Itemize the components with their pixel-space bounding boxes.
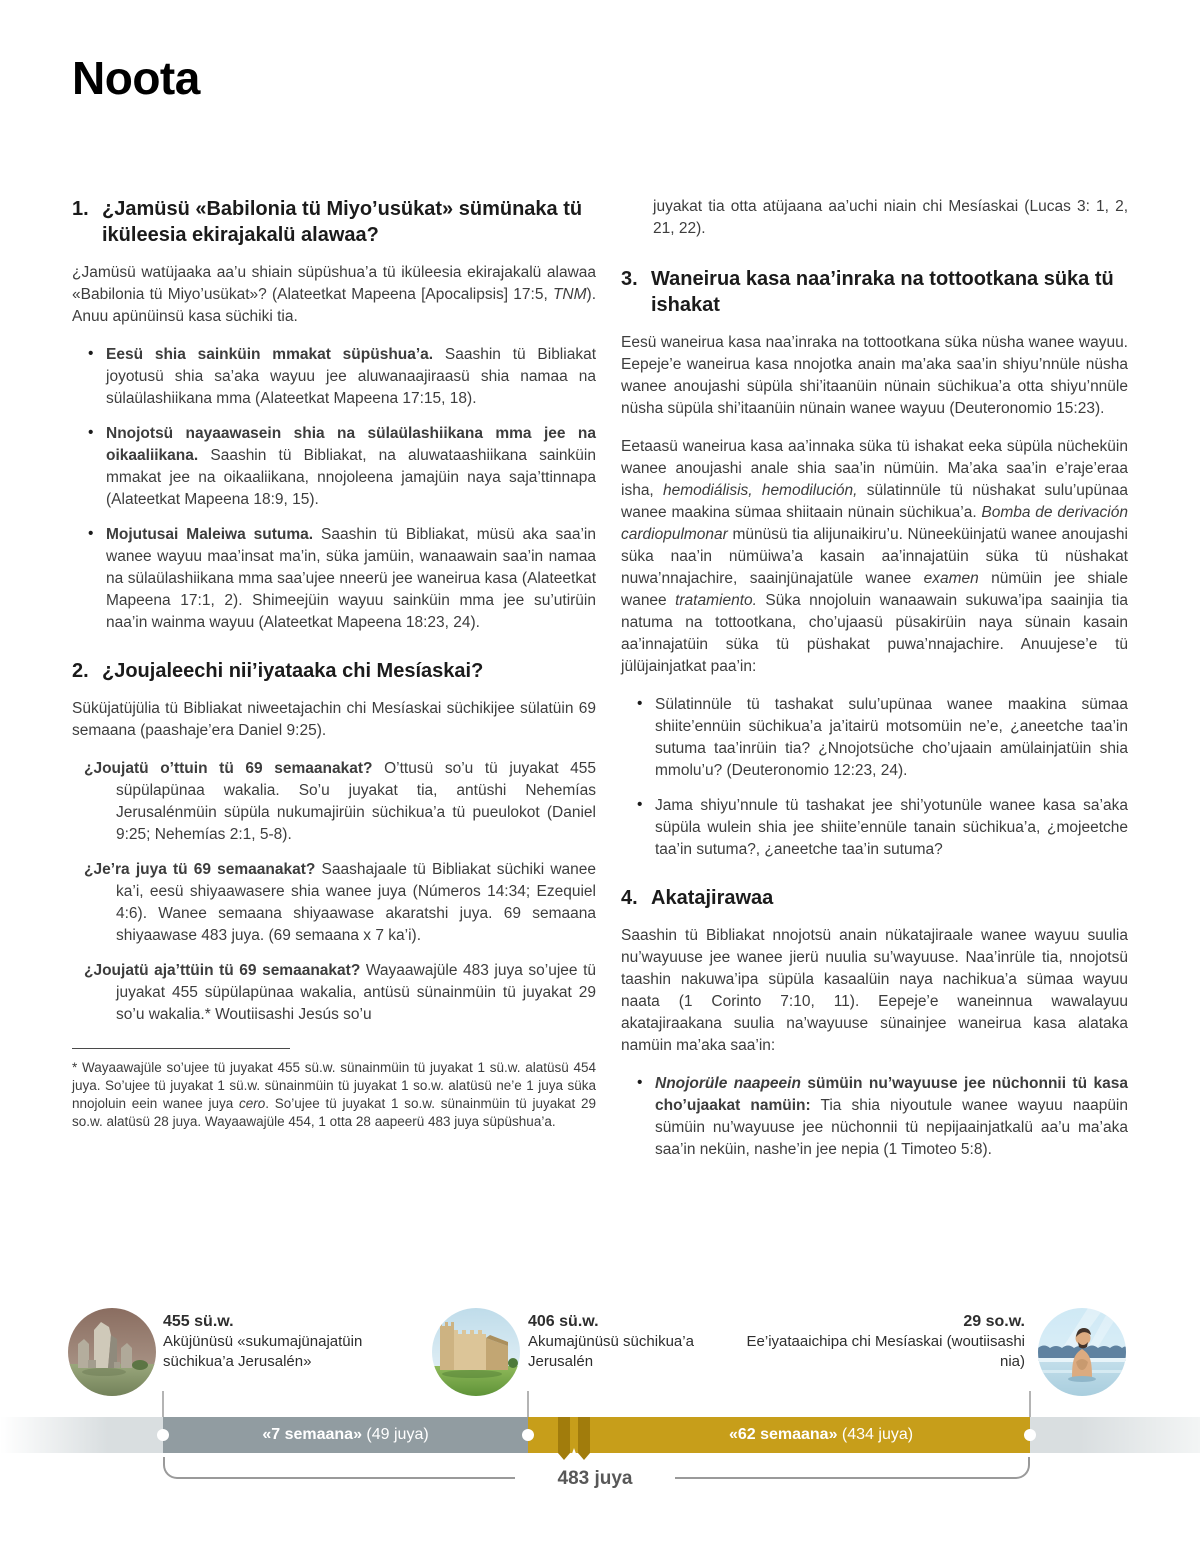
timeline-dot <box>522 1429 534 1441</box>
section-3-heading <box>621 266 1128 318</box>
section-3-paragraph-2 <box>621 436 1128 678</box>
text-run: nümüin jee shiale wanee <box>621 570 1128 609</box>
bullet-item: • Sülatinnüle tü tashakat sulu’upünaa wanee maakina sümaa shiite’ennüin süchikua’a ja’itairü motsomüin ne’e, ¿aneetche taa’in sutuma taa’inrüin tia? ¿Nnojotsüche cho’ujaain amülainjatüin shia mmolu’u? (Deuteronomio 12:23, 24). <box>655 694 1128 782</box>
text-run-italic: tratamiento. <box>675 592 757 609</box>
page-title: Noota <box>72 52 200 104</box>
bullet-lead: Mojutusai Maleiwa sutuma. <box>106 526 314 543</box>
sub-question-lead: ¿Je’ra juya tü 69 semaanakat? <box>84 861 316 878</box>
bar-label <box>262 1426 428 1444</box>
sub-question <box>84 859 596 947</box>
text-run-italic: TNM <box>552 286 587 303</box>
sub-question-text: O’ttusü so’u tü juyakat 455 süpülapünaa wakalia. So’u juyakat tia, antüshi Nehemías Jerusalénmüin süpüla nukumajirüin süchikua’a tü pueulokot (Daniel 9:25; Nehemías 2:1, 5-8). <box>116 760 596 843</box>
bar-label <box>729 1426 913 1444</box>
bullet-text: Tia shia niyoutule wanee wayuu naapüin sümüin nu’wayuuse jee nüchonnii tü nepijaainjatkalü aa’u ma’aka saa’in neküin, nashe’in jee nepia (1 Timoteo 5:8). <box>655 1097 1128 1158</box>
bullet-item <box>106 344 596 410</box>
text-run: . So’ujee tü juyakat 1 so.w. sünainmüin tü juyakat 29 so.w. alatüsü 28 juya. Wayaawajüle 454, 1 otta 28 aapeerü 483 juya süpüshua’a. <box>72 1096 596 1129</box>
bullet-lead: Eesü shia sainküin mmakat süpüshua’a. <box>106 346 434 363</box>
bar-label-bold: «7 semaana» <box>262 1426 362 1443</box>
text-run: * Wayaawajüle so’ujee tü juyakat 455 sü.w. sünainmüin tü juyakat 1 sü.w. alatüsü 454 juya. So’ujee tü juyakat 1 sü.w. sünainmüin tü juyakat 1 so.w. alatüsü ne’e 1 juya süka nnojoluin eein wanee juya <box>72 1060 596 1111</box>
column-right <box>621 196 1128 1174</box>
timeline-dot <box>157 1429 169 1441</box>
section-heading-text: Waneirua kasa naa’inraka na tottootkana süka tü ishakat <box>651 268 1114 316</box>
timeline-tick <box>162 1391 164 1417</box>
continuation-paragraph: juyakat tia otta atüjaana aa’uchi niain chi Mesíaskai (Lucas 3: 1, 2, 21, 22). <box>653 198 1128 237</box>
timeline-event-2-caption <box>528 1312 718 1372</box>
event-caption: Akumajünüsü süchikua’a Jerusalén <box>528 1333 694 1370</box>
jerusalem-ruins-image <box>68 1308 156 1396</box>
text-run: münüsü tia alijunaikiru’u. Nüneeküinjatü wanee anoujashi süka naa’in nümüiwa’a kasain aa’innajatüin süka tü nüshakat nuwa’nnajachire, saainjünajatüle wanee <box>621 526 1128 587</box>
text-run: Süka nnojoluin wanaawain sukuwa’ipa saainjia tia natuma na tottootkana, cho’ujaasü püsakirüin naya sünain kasain aa’innajatüin süka tü püshakat puwa’nnajachire. Anuujese’e tü jülüjainjatkat paa’in: <box>621 592 1128 675</box>
text-run-italic: cero <box>239 1096 266 1111</box>
section-2-heading <box>72 658 596 684</box>
bar-label-rest: (49 juya) <box>361 1426 429 1443</box>
bullet-lead: Nnojotsü nayaawasein shia na sülaülashiikana mma jee na oikaaliikana. <box>106 425 596 464</box>
bullet-item <box>106 423 596 511</box>
text-run-italic: examen <box>923 570 979 587</box>
timeline-bracket-left <box>163 1457 515 1479</box>
text-run: ). Anuu apünüinsü kasa süchiki tia. <box>72 286 596 325</box>
text-run: ¿Jamüsü watüjaaka aa’u shiain süpüshua’a tü iküleesia ekirajakalü alawaa «Babilonia tü Miyo’usükat»? (Alateetkat Mapeena [Apocalipsis] 17:5, <box>72 264 596 303</box>
section-3-paragraph-1: Eesü waneirua kasa naa’inraka na tottootkana süka nüsha wanee wayuu. Eepeje’e waneirua kasa nnojotka anain ma’aka saa’in shiyu’nnüle nüsha wanee anoujashi süpüla shi’itaanüin nünain süchikua’a otta shiyu’nnüle nüsha süpüla shi’itaanüin nünain wanee wayuu (Deuteronomio 15:23). <box>621 334 1128 417</box>
bullet-item: • Jama shiyu’nnule tü tashakat jee shi’yotunüle wanee kasa sa’aka süpüla wulein shia jee shiite’ennüle tanain süchikua’a, ¿mojeetche taa’in sutuma?, ¿aneetche taa’in sutuma? <box>655 795 1128 861</box>
sub-question-text: Saashajaale tü Bibliakat süchiki wanee ka’i, eesü shiyaawasere shia wanee juya (Números 14:34; Ezequiel 4:6). Wanee semaana shiyaawase akaratshi juya. 69 semaana shiyaawase 483 juya. (69 semaana x 7 ka’i). <box>116 861 596 944</box>
text-run-italic: hemodiálisis, hemodilución, <box>662 482 858 499</box>
footnote <box>72 1059 596 1131</box>
sub-question-text: Wayaawajüle 483 juya so’ujee tü juyakat 455 süpülapünaa wakalia, antüsü sünainmüin tü juyakat 29 so’u wakalia.* Woutiisashi Jesús so’u <box>116 962 596 1023</box>
section-2-intro: Süküjatüjülia tü Bibliakat niweetajachin chi Mesíaskai süchikijee sülatüin 69 semaana (paashaje’era Daniel 9:25). <box>72 700 596 739</box>
text-run: Eetaasü waneirua kasa aa’innaka süka tü ishakat eeka süpüla nücheküin wanee anoujashi anale shia saa’in nümüin. Ma’aka saa’in e’raje’eraa isha, <box>621 438 1128 499</box>
section-4-paragraph-1: Saashin tü Bibliakat nnojotsü anain nükatajiraale wanee wayuu suulia nu’wayuuse jee wanee jierü nuulia su’wayuuse. Naa’inrüle tia, nnojotsü taashin nakuwa’ipa süpüla kasaalüin naya nachikua’a sümaa wayuu naata (1 Corinto 7:10, 11). Eepeje’e waneinnua wawalayuu akatajiraakana suulia na’wayuuse sünainjee waneirua kasa alataka namüin ma’aka saa’in: <box>621 927 1128 1054</box>
jerusalem-rebuilt-image <box>432 1308 520 1396</box>
column-left <box>72 196 596 1174</box>
bar-label-wrap <box>612 1417 1030 1453</box>
timeline-dot <box>1024 1429 1036 1441</box>
timeline-tick <box>1029 1391 1031 1417</box>
timeline-break-icon <box>552 1417 608 1465</box>
event-year: 29 so.w. <box>963 1313 1025 1330</box>
text-run: sülatinnüle tü nüshakat sulu’upünaa wanee maakina sümaa shiitaain nünain süchikua’a. <box>621 482 1128 521</box>
section-4-heading <box>621 885 1128 911</box>
two-column-layout <box>72 196 1128 1174</box>
sub-question <box>84 758 596 846</box>
section-number: 1. <box>72 198 89 220</box>
timeline-bar-7-weeks <box>163 1417 528 1453</box>
timeline-total-label: 483 juya <box>557 1468 633 1489</box>
sub-question-lead: ¿Joujatü aja’ttüin tü 69 semaanakat? <box>84 962 361 979</box>
timeline-tick <box>527 1391 529 1417</box>
footnote-divider <box>72 1048 290 1049</box>
section-number: 2. <box>72 660 89 682</box>
event-year: 455 sü.w. <box>163 1313 234 1330</box>
section-1-intro <box>72 262 596 328</box>
bullet-item <box>106 524 596 634</box>
sub-question <box>84 960 596 1026</box>
bullet-lead: sümüin nu’wayuuse jee nüchonnii tü kasa cho’ujaakat namüin: <box>655 1075 1128 1114</box>
section-heading-text: ¿Joujaleechi nii’iyataaka chi Mesíaskai? <box>102 660 484 682</box>
section-heading-text: Akatajirawaa <box>651 887 774 909</box>
text-run-italic: Bomba de derivación cardiopulmonar <box>621 504 1128 543</box>
timeline-event-1-caption <box>163 1312 393 1372</box>
event-caption: Aküjünüsü «sukumajünajatüin süchikua’a Jerusalén» <box>163 1333 363 1370</box>
bullet-item <box>655 1073 1128 1161</box>
event-year: 406 sü.w. <box>528 1313 599 1330</box>
bar-label-rest: (434 juya) <box>837 1426 914 1443</box>
timeline <box>0 1300 1200 1543</box>
section-1-heading <box>72 196 596 248</box>
bullet-text: Saashin tü Bibliakat joyotusü shia sa’aka wayuu jee aluwanaajiraasü shia namaa na sülaülashiikana mma (Alateetkat Mapeena 17:15, 18). <box>106 346 596 407</box>
bar-label-bold: «62 semaana» <box>728 1426 838 1443</box>
sub-question-lead: ¿Joujatü o’ttuin tü 69 semaanakat? <box>84 760 373 777</box>
bullet-text: Saashin tü Bibliakat, na aluwataashiikana sainküin mmakat jee na oikaaliikana, nnojoleena jamajüin naya saja’ttinnapa (Alateetkat Mapeena 18:9, 15). <box>106 447 596 508</box>
bullet-text: Saashin tü Bibliakat, müsü aka saa’in wanee wayuu maa’insat ma’in, süka jamüin, wanaawain saa’in namaa na sülaülashiikana mma saa’ujee nneerü jee waneirua kasa (Alateetkat Mapeena 17:1, 2). Shimeejüin wayuu sainküin mma jee su’utirüin naa’in wainma wayuu (Alateetkat Mapeena 18:23, 24). <box>106 526 596 631</box>
section-number: 4. <box>621 887 638 909</box>
timeline-bracket-right <box>675 1457 1030 1479</box>
timeline-event-3-caption <box>745 1312 1025 1372</box>
section-number: 3. <box>621 268 638 290</box>
event-caption: Ee’iyataaichipa chi Mesíaskai (woutiisashi nia) <box>746 1333 1025 1370</box>
bullet-lead-bold-italic: Nnojorüle naapeein <box>655 1075 801 1092</box>
section-heading-text: ¿Jamüsü «Babilonia tü Miyo’usükat» sümünaka tü iküleesia ekirajakalü alawaa? <box>102 198 583 246</box>
messiah-baptism-image <box>1038 1308 1126 1396</box>
